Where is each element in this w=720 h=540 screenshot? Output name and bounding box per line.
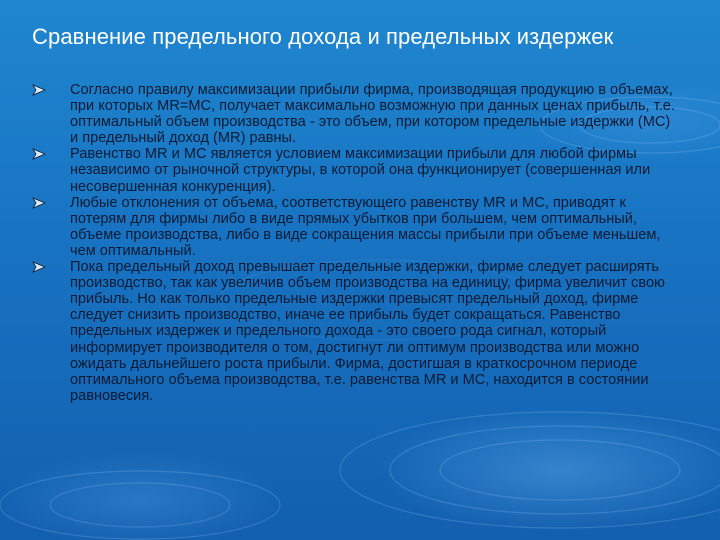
arrowhead-bullet-icon — [32, 148, 46, 160]
arrowhead-bullet-icon — [32, 197, 46, 209]
bullet-text: Равенство MR и MC является условием максимизации прибыли для любой фирмы независимо от рыночной структуры, в которой она функционирует (совершенная или несовершенная конкуренция). — [70, 146, 651, 195]
bullet-item-3 — [32, 195, 682, 259]
bullet-text: Пока предельный доход превышает предельные издержки, фирме следует расширять производство, так как увеличив объем производства на единицу, фирма увеличит свою прибыль. Но как только предельные издержки превысят предельный доход, фирме следует снизить производство, иначе ее прибыль будет сокращаться. Равенство предельных издержек и предельного дохода - это своего рода сигнал, который информирует производителя о том, достигнут ли оптимум производства или можно ожидать дальнейшего роста прибыли. Фирма, достигшая в краткосрочном периоде оптимального объема производства, т.е. равенства MR и MC, находится в состоянии равновесия. — [70, 259, 666, 404]
bullet-text: Согласно правилу максимизации прибыли фирма, производящая продукцию в объемах, при которых MR=MC, получает максимально возможную при данных ценах прибыль, т.е. оптимальный объем производства - это объем, при котором предельные издержки (MC) и предельный доход (MR) равны. — [70, 82, 675, 147]
bullet-item-1 — [32, 82, 682, 146]
bullet-item-2 — [32, 146, 682, 194]
arrowhead-bullet-icon — [32, 261, 46, 273]
bullet-text: Любые отклонения от объема, соответствующего равенству MR и MC, приводят к потерям для фирмы либо в виде прямых убытков при большем, чем оптимальный, объеме производства, либо в виде сокращения массы прибыли при объеме меньшем, чем оптимальный. — [70, 194, 661, 259]
arrowhead-bullet-icon — [32, 84, 46, 96]
bullet-item-4 — [32, 259, 682, 404]
slide-title: Сравнение предельного дохода и предельных издержек — [32, 24, 614, 49]
bullet-list — [32, 82, 682, 404]
